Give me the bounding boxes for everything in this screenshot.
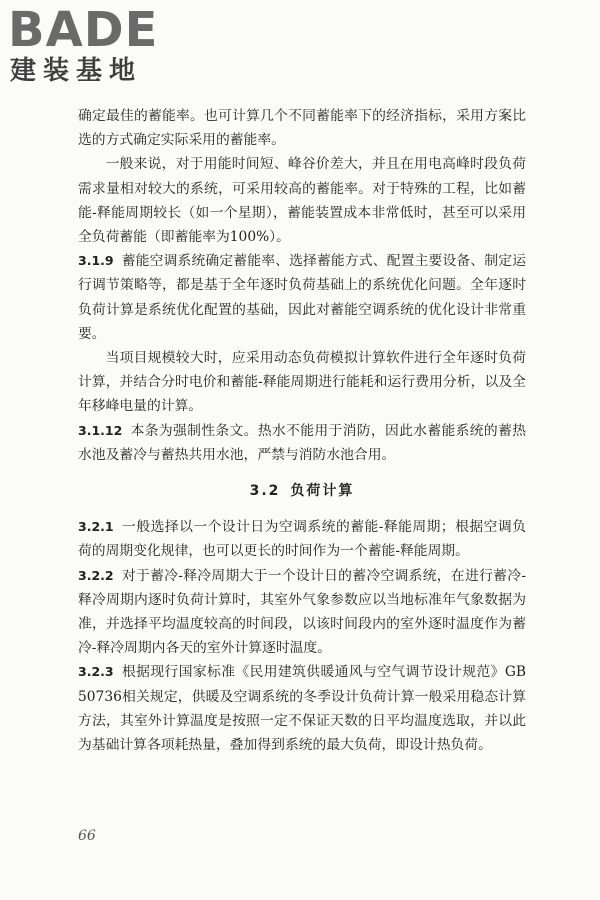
clause-3-2-2 (78, 564, 526, 661)
section-number: 3.2 (249, 483, 281, 500)
section-title: 负荷计算 (290, 483, 355, 500)
clause-text: 一般选择以一个设计日为空调系统的蓄能-释能周期；根据空调负荷的周期变化规律，也可以更长的时间作为一个蓄能-释能周期。 (78, 519, 526, 560)
page-number: 66 (78, 828, 96, 844)
clause-text: 本条为强制性条文。热水不能用于消防，因此水蓄能系统的蓄热水池及蓄冷与蓄热共用水池，严禁与消防水池合用。 (78, 422, 526, 463)
paragraph: 确定最佳的蓄能率。也可计算几个不同蓄能率下的经济指标，采用方案比选的方式确定实际采用的蓄能率。 (78, 108, 526, 149)
clause-number: 3.1.9 (78, 253, 114, 269)
paragraph: 一般来说，对于用能时间短、峰谷价差大，并且在用电高峰时段负荷需求量相对较大的系统，可采用较高的蓄能率。对于特殊的工程，比如蓄能-释能周期较长（如一个星期），蓄能装置成本非常低时，甚至可以采用全负荷蓄能（即蓄能率为100%）。 (78, 156, 526, 246)
clause-3-1-9 (78, 249, 526, 346)
clause-3-1-12 (78, 419, 526, 467)
logo-subtitle: 建装基地 (10, 56, 143, 86)
section-heading (78, 479, 526, 503)
clause-text: 蓄能空调系统确定蓄能率、选择蓄能方式、配置主要设备、制定运行调节策略等，都是基于全年逐时负荷基础上的系统优化问题。全年逐时负荷计算是系统优化配置的基础，因此对蓄能空调系统的优化设计非常重要。 (78, 253, 526, 342)
clause-number: 3.2.2 (78, 567, 114, 583)
clause-number: 3.1.12 (78, 422, 123, 438)
clause-3-2-3 (78, 660, 526, 757)
clause-text: 对于蓄冷-释冷周期大于一个设计日的蓄冷空调系统，在进行蓄冷-释冷周期内逐时负荷计算时，其室外气象参数应以当地标准年气象数据为准，并选择平均温度较高的时间段，以该时间段内的室外逐时温度作为蓄冷-释冷周期内各天的室外计算逐时温度。 (78, 567, 526, 657)
logo-text: BADE (8, 2, 159, 58)
paragraph: 当项目规模较大时，应采用动态负荷模拟计算软件进行全年逐时负荷计算，并结合分时电价和蓄能-释能周期进行能耗和运行费用分析，以及全年移峰电量的计算。 (78, 350, 526, 415)
bade-logo (8, 4, 183, 86)
page-body (78, 104, 526, 757)
clause-number: 3.2.3 (78, 664, 114, 680)
clause-3-2-1 (78, 515, 526, 563)
clause-number: 3.2.1 (78, 519, 114, 535)
clause-text: 根据现行国家标准《民用建筑供暖通风与空气调节设计规范》GB 50736相关规定，供暖及空调系统的冬季设计负荷计算一般采用稳态计算方法，其室外计算温度是按照一定不保证天数的日平均温度选取，并以此为基础计算各项耗热量，叠加得到系统的最大负荷，即设计热负荷。 (78, 664, 526, 754)
